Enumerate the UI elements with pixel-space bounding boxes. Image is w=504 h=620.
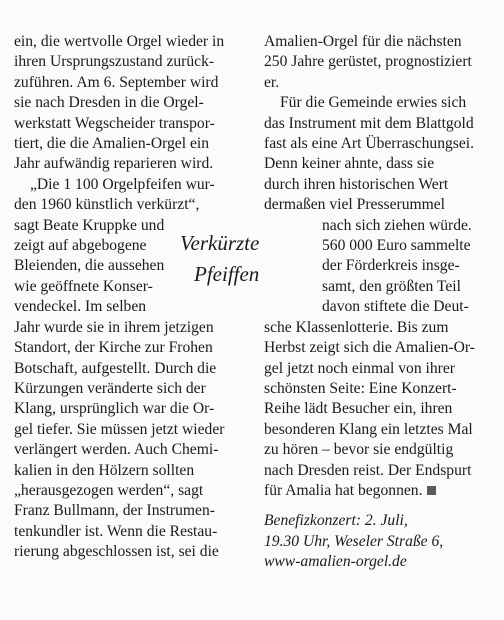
article-right-column [264,32,496,573]
event-website: www-amalien-orgel.de [264,553,407,571]
text-line: kalien in den Hölzern sollten [14,461,195,479]
text-line: rierung abgeschlossen ist, sei die [14,543,219,561]
text-line: Herbst zeigt sich die Amalien-Or- [264,339,476,357]
text-line: dermaßen viel Presserummel [264,196,446,214]
spacer [264,501,496,511]
text-line: tiert, die die Amalien-Orgel ein [14,135,210,153]
text-line: Bleienden, die aussehen [14,257,165,275]
text-line: besonderen Klang ein letztes Mal [264,420,473,438]
event-info-line: 19.30 Uhr, Weseler Straße 6, [264,532,444,550]
closing-text: für Amalia hat begonnen. [264,481,423,499]
text-line: zu hören – bevor sie endgültig [264,441,454,459]
text-line: sie nach Dresden in die Orgel- [14,94,204,112]
text-line: tenkundler ist. Wenn die Restau- [14,522,218,540]
text-line: sche Klassenlotterie. Bis zum [264,318,449,336]
pull-quote [176,228,259,290]
text-line: Jahr aufwändig reparieren wird. [14,155,214,173]
text-line: den 1960 künstlich verkürzt“, [14,196,200,214]
text-line: „herausgezogen werden“, sagt [14,481,204,499]
text-line: gel jetzt noch einmal von ihrer [264,359,455,377]
text-line: der Förderkreis insge- [322,257,460,275]
text-line: Amalien-Orgel für die nächsten [264,33,462,50]
text-line: das Instrument mit dem Blattgold [264,114,474,132]
text-line: samt, den größten Teil [322,277,461,295]
text-line: er. [264,73,280,91]
text-line: gel tiefer. Sie müssen jetzt wieder [14,420,225,438]
text-line: Botschaft, aufgestellt. Durch die [14,359,217,377]
text-line: zuführen. Am 6. September wird [14,73,219,91]
pull-quote-line: Pfeiffen [194,262,260,286]
text-line: zeigt auf abgebogene [14,237,147,255]
text-line: Standort, der Kirche zur Frohen [14,339,213,357]
text-line: sagt Beate Kruppke und [14,216,165,234]
text-line: Denn keiner ahnte, dass sie [264,155,435,173]
article-left-column [14,32,252,563]
text-line: Klang, ursprünglich war die Or- [14,400,215,418]
text-line: vendeckel. Im selben [14,298,147,316]
text-line: nach Dresden reist. Der Endspurt [264,461,472,479]
end-mark-icon [427,486,436,495]
text-line: schönsten Seite: Eine Konzert- [264,379,457,397]
pull-quote-line: Verkürzte [180,231,260,255]
text-line: wie geöffnete Konser- [14,277,153,295]
text-line: 560 000 Euro sammelte [322,237,471,255]
paragraph-start-line: Für die Gemeinde erwies sich [280,94,467,112]
text-line: nach sich ziehen würde. [322,216,472,234]
text-line: Reihe lädt Besucher ein, ihren [264,400,453,418]
text-line: durch ihren historischen Wert [264,175,449,193]
text-line: ein, die wertvolle Orgel wieder in [14,33,225,50]
text-line: Franz Bullmann, der Instrumen- [14,502,215,520]
event-info-line: Benefizkonzert: 2. Juli, [264,512,408,530]
paragraph-start-line: „Die 1 100 Orgelpfeifen wur- [30,175,215,193]
text-line: ihren Ursprungszustand zurück- [14,53,215,71]
text-line: verlängert werden. Auch Chemi- [14,441,219,459]
text-line: fast als eine Art Überraschungsei. [264,135,475,153]
text-line: Jahr wurde sie in ihrem jetzigen [14,318,214,336]
text-line: 250 Jahre gerüstet, prognostiziert [264,53,472,71]
text-line: werkstatt Wegscheider transpor- [14,114,215,132]
text-line: davon stiftete die Deut- [322,298,469,316]
text-line [264,481,496,501]
text-line: Kürzungen veränderte sich der [14,379,206,397]
